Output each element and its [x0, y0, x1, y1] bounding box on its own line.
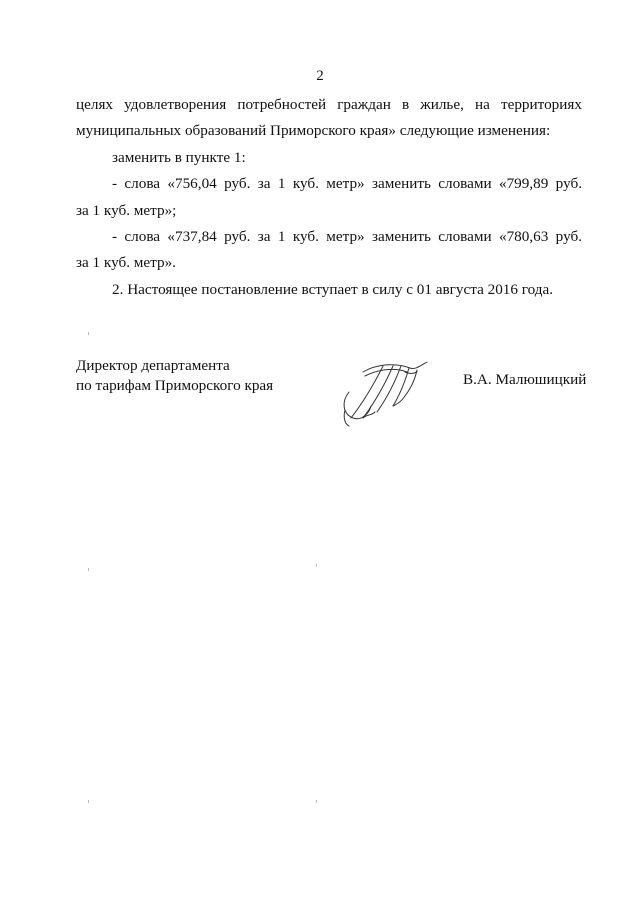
paragraph-1-line-2: муниципальных образований Приморского края» следующие изменения: [76, 122, 551, 140]
signatory-position-line-2: по тарифам Приморского края [76, 377, 274, 394]
scan-speck [88, 332, 89, 335]
paragraph-4-line-1: - слова «737,84 руб. за 1 куб. метр» заменить словами «780,63 руб. [112, 228, 582, 246]
scan-speck [316, 564, 317, 567]
scan-speck [88, 568, 89, 571]
handwritten-signature [335, 352, 445, 432]
scan-speck [316, 800, 317, 803]
paragraph-5: 2. Настоящее постановление вступает в силу с 01 августа 2016 года. [112, 280, 554, 298]
signatory-position [76, 356, 273, 396]
signatory-position-line-1: Директор департамента [76, 357, 230, 374]
paragraph-3-line-1: - слова «756,04 руб. за 1 куб. метр» заменить словами «799,89 руб. [112, 175, 582, 193]
document-body [76, 92, 582, 303]
paragraph-4-line-2: за 1 куб. метр». [76, 254, 176, 272]
paragraph-3-line-2: за 1 куб. метр»; [76, 201, 177, 219]
scan-speck [88, 800, 89, 803]
signatory-name: В.А. Малюшицкий [463, 371, 587, 388]
page-number: 2 [316, 68, 324, 84]
paragraph-1-line-1: целях удовлетворения потребностей граждан в жилье, на территориях [76, 96, 582, 113]
paragraph-2: заменить в пункте 1: [112, 148, 246, 166]
